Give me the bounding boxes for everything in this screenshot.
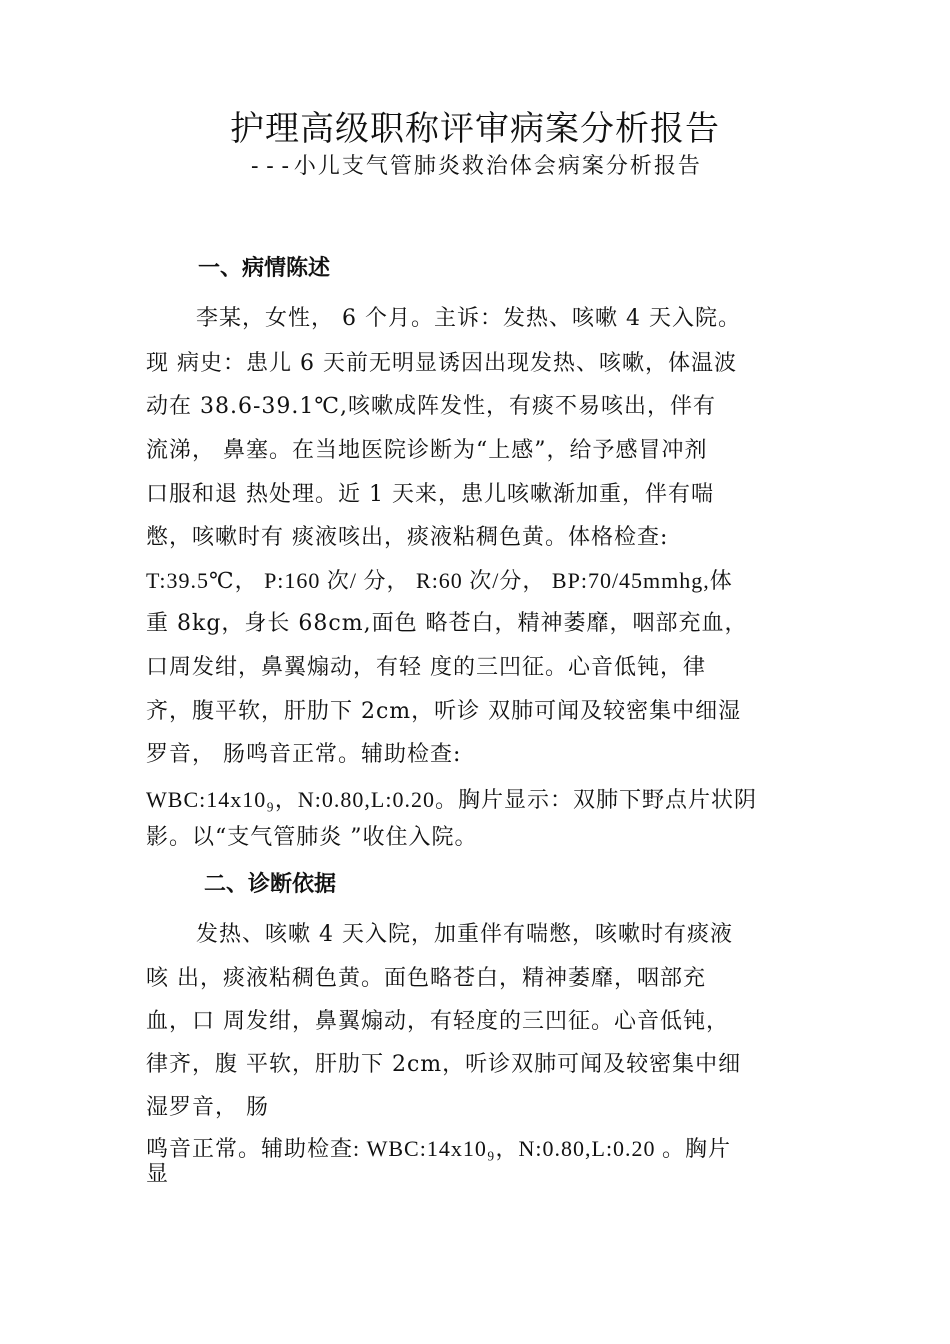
paragraph-line: 鸣音正常。辅助检查: WBC:14x10₉，N:0.80,L:0.20 。胸片 <box>146 1136 732 1161</box>
paragraph-line: 动在 38.6-39.1℃,咳嗽成阵发性，有痰不易咳出，伴有 <box>146 394 717 419</box>
paragraph-line: 流涕， 鼻塞。在当地医院诊断为“上感”，给予感冒冲剂 <box>146 438 708 463</box>
paragraph-line: 李某，女性， 6 个月。主诉：发热、咳嗽 4 天入院。 <box>196 306 741 331</box>
paragraph-line: 重 8kg，身长 68cm,面色 略苍白，精神萎靡，咽部充血， <box>146 611 748 636</box>
paragraph-line: 口服和退 热处理。近 1 天来，患儿咳嗽渐加重，伴有喘 <box>146 482 714 507</box>
document-subtitle: ---小儿支气管肺炎救治体会病案分析报告 <box>248 154 702 179</box>
paragraph-line: 显 <box>146 1162 170 1187</box>
paragraph-line: 影。以“支气管肺炎 ”收住入院。 <box>146 825 478 850</box>
paragraph-line: WBC:14x10₉，N:0.80,L:0.20。胸片显示：双肺下野点片状阴 <box>146 787 757 812</box>
paragraph-line: 齐，腹平软，肝肋下 2cm，听诊 双肺可闻及较密集中细湿 <box>146 699 742 724</box>
paragraph-line: 血，口 周发绀，鼻翼煽动，有轻度的三凹征。心音低钝， <box>146 1009 729 1034</box>
paragraph-line: 现 病史：患儿 6 天前无明显诱因出现发热、咳嗽，体温波 <box>146 351 737 376</box>
paragraph-line: 律齐，腹 平软，肝肋下 2cm，听诊双肺可闻及较密集中细 <box>146 1052 742 1077</box>
paragraph-line: 发热、咳嗽 4 天入院，加重伴有喘憋，咳嗽时有痰液 <box>196 922 733 947</box>
section-heading-condition: 一、病情陈述 <box>198 256 331 281</box>
paragraph-line: 罗音， 肠鸣音正常。辅助检查: <box>146 742 462 767</box>
paragraph-line: 憋，咳嗽时有 痰液咳出，痰液粘稠色黄。体格检查: <box>146 525 669 550</box>
section-heading-diagnosis: 二、诊断依据 <box>204 872 337 897</box>
paragraph-line: T:39.5℃， P:160 次/ 分， R:60 次/分， BP:70/45mmhg,体 <box>146 568 733 593</box>
paragraph-line: 咳 出，痰液粘稠色黄。面色略苍白，精神萎靡，咽部充 <box>146 966 706 991</box>
paragraph-line: 湿罗音， 肠 <box>146 1095 269 1120</box>
paragraph-line: 口周发绀，鼻翼煽动，有轻 度的三凹征。心音低钝，律 <box>146 655 706 680</box>
document-title: 护理高级职称评审病案分析报告 <box>230 109 720 149</box>
